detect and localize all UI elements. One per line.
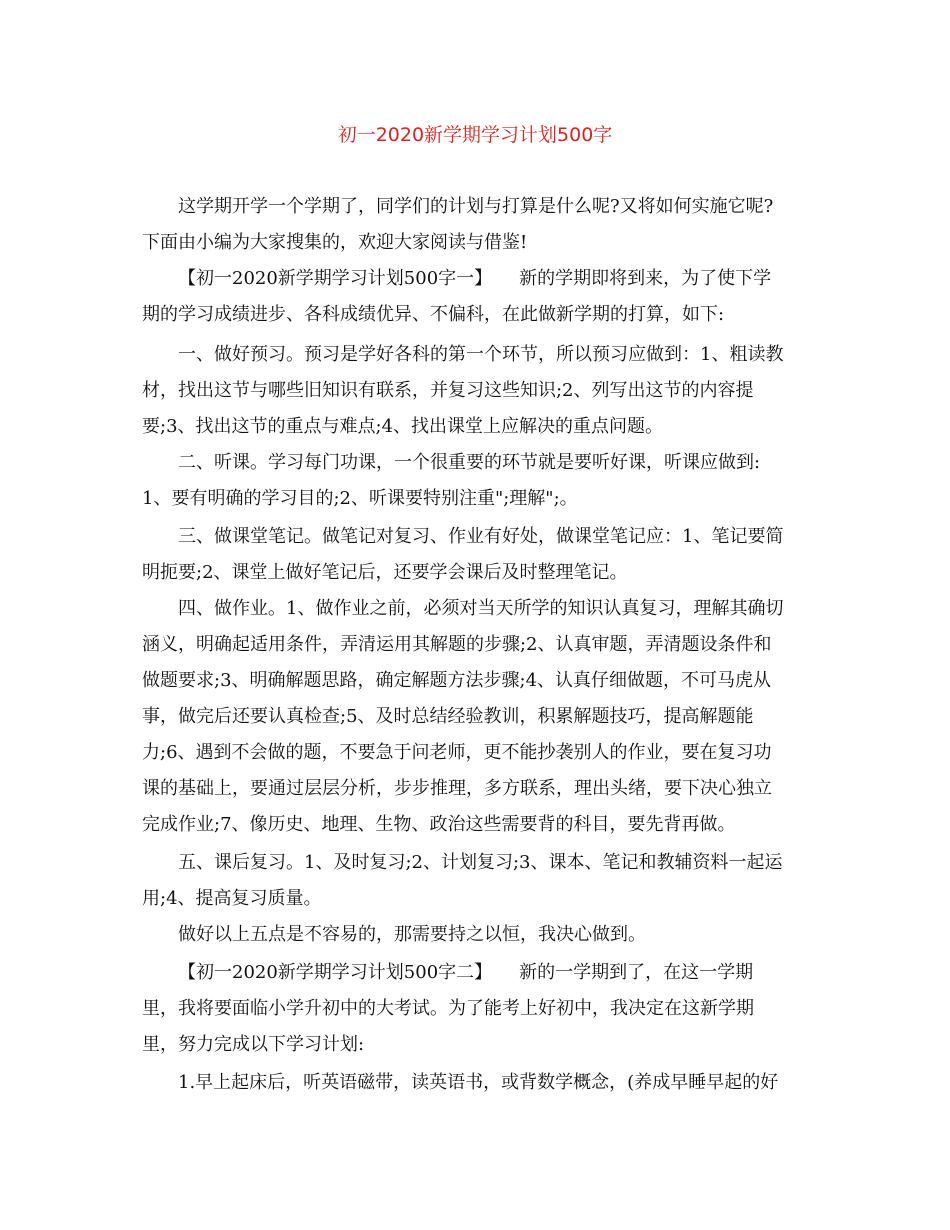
paragraph-line: 事，做完后还要认真检查;5、及时总结经验教训，积累解题技巧，提高解题能 <box>142 706 754 727</box>
paragraph-line: 1、要有明确的学习目的;2、听课要特别注重";理解";。 <box>142 488 578 509</box>
paragraph-line: 期的学习成绩进步、各科成绩优异、不偏科，在此做新学期的打算，如下: <box>142 304 725 325</box>
paragraph-line: 做题要求;3、明确解题思路，确定解题方法步骤;4、认真仔细做题，不可马虎从 <box>142 670 772 691</box>
paragraph-line: 做好以上五点是不容易的，那需要持之以恒，我决心做到。 <box>178 924 646 945</box>
paragraph-line: 1.早上起床后，听英语磁带，读英语书，或背数学概念，(养成早睡早起的好 <box>178 1072 779 1093</box>
paragraph-line: 明扼要;2、课堂上做好笔记后，还要学会课后及时整理笔记。 <box>142 562 628 583</box>
paragraph-line: 涵义，明确起适用条件，弄清运用其解题的步骤;2、认真审题，弄清题设条件和 <box>142 634 772 655</box>
paragraph-line: 力;6、遇到不会做的题，不要急于问老师，更不能抄袭别人的作业，要在复习功 <box>142 742 772 763</box>
paragraph-line: 四、做作业。1、做作业之前，必须对当天所学的知识认真复习，理解其确切 <box>178 598 784 619</box>
paragraph-line: 这学期开学一个学期了，同学们的计划与打算是什么呢?又将如何实施它呢? <box>178 196 774 217</box>
paragraph-line: 五、课后复习。1、及时复习;2、计划复习;3、课本、笔记和教辅资料一起运 <box>178 852 783 873</box>
paragraph-line: 里，努力完成以下学习计划: <box>142 1034 365 1055</box>
document-title: 初一2020新学期学习计划500字 <box>337 124 613 146</box>
paragraph-line: 【初一2020新学期学习计划500字二】 新的一学期到了，在这一学期 <box>178 962 754 983</box>
paragraph-line: 里，我将要面临小学升初中的大考试。为了能考上好初中，我决定在这新学期 <box>142 998 754 1019</box>
paragraph-line: 下面由小编为大家搜集的，欢迎大家阅读与借鉴! <box>142 232 528 253</box>
paragraph-line: 完成作业;7、像历史、地理、生物、政治这些需要背的科目，要先背再做。 <box>142 814 736 835</box>
paragraph-line: 要;3、找出这节的重点与难点;4、找出课堂上应解决的重点问题。 <box>142 416 664 437</box>
paragraph-line: 材，找出这节与哪些旧知识有联系，并复习这些知识;2、列写出这节的内容提 <box>142 380 754 401</box>
paragraph-line: 【初一2020新学期学习计划500字一】 新的学期即将到来，为了使下学 <box>178 268 772 289</box>
paragraph-line: 课的基础上，要通过层层分析，步步推理，多方联系，理出头绪，要下决心独立 <box>142 778 772 799</box>
paragraph-line: 用;4、提高复习质量。 <box>142 888 322 909</box>
paragraph-line: 一、做好预习。预习是学好各科的第一个环节，所以预习应做到：1、粗读教 <box>178 344 784 365</box>
paragraph-line: 二、听课。学习每门功课，一个很重要的环节就是要听好课，听课应做到: <box>178 452 761 473</box>
paragraph-line: 三、做课堂笔记。做笔记对复习、作业有好处，做课堂笔记应：1、笔记要简 <box>178 526 784 547</box>
